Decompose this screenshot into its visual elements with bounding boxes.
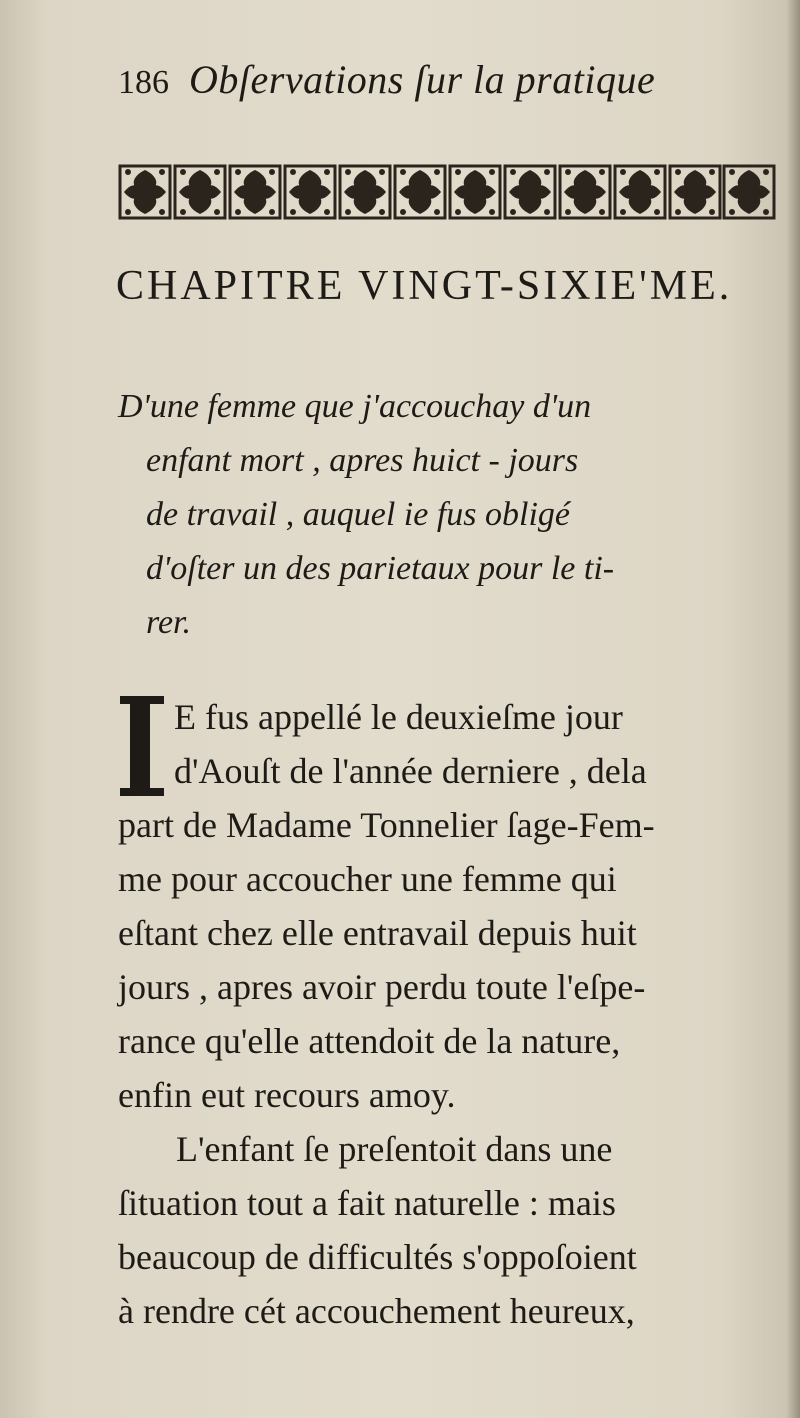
body-line: d'Aouſt de l'année derniere , dela — [174, 751, 647, 791]
summary-line: enfant mort , apres huict - jours — [146, 442, 579, 479]
page-shadow — [786, 0, 800, 1418]
running-title: Obſervations ſur la pratique — [189, 57, 656, 102]
chapter-summary — [118, 380, 788, 650]
body-line: jours , apres avoir perdu toute l'eſpe- — [118, 967, 646, 1007]
summary-line: D'une femme que j'accouchay d'un — [118, 388, 592, 425]
page-header — [118, 56, 758, 108]
body-line: ſituation tout a fait naturelle : mais — [118, 1183, 616, 1223]
body-line: beaucoup de difficultés s'oppoſoient — [118, 1237, 637, 1277]
summary-line: rer. — [146, 604, 192, 641]
chapter-title: CHAPITRE VINGT-SIXIE'ME. — [116, 263, 733, 309]
body-line: part de Madame Tonnelier ſage-Fem- — [118, 805, 655, 845]
fleuron-band-icon — [118, 162, 776, 222]
body-line: L'enfant ſe preſentoit dans une — [176, 1129, 613, 1169]
page-number: 186 — [118, 64, 169, 101]
body-line: enfin eut recours amoy. — [118, 1075, 456, 1115]
body-line: rance qu'elle attendoit de la nature, — [118, 1021, 621, 1061]
body-line: me pour accoucher une femme qui — [118, 859, 617, 899]
body-line: à rendre cét accouchement heureux, — [118, 1291, 635, 1331]
summary-line: d'oſter un des parietaux pour le ti- — [146, 550, 615, 587]
drop-cap-letter — [118, 696, 166, 796]
body-line: eſtant chez elle entravail depuis huit — [118, 913, 637, 953]
body-text — [118, 690, 788, 1338]
summary-line: de travail , auquel ie fus obligé — [146, 496, 570, 533]
body-line: E fus appellé le deuxieſme jour — [174, 697, 623, 737]
